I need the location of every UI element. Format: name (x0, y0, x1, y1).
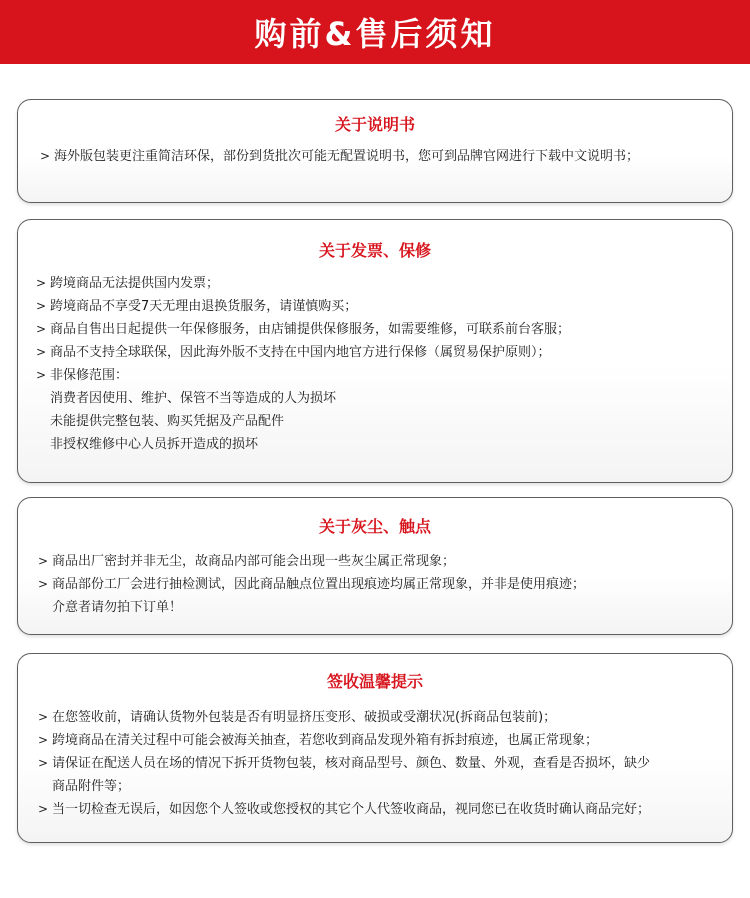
list-item: > 商品部份工厂会进行抽检测试，因此商品触点位置出现痕迹均属正常现象，并非是使用痕迹； (38, 573, 724, 596)
chevron-right-icon: > (40, 149, 51, 163)
section-title: 签收温馨提示 (326, 672, 423, 691)
list-item: > 跨境商品无法提供国内发票； (36, 272, 724, 295)
list-item: > 跨境商品在清关过程中可能会被海关抽查，若您收到商品发现外箱有拆封痕迹，也属正常现象； (38, 729, 724, 752)
section-dust-contacts (17, 497, 733, 635)
chevron-right-icon: > (38, 577, 49, 591)
page-title: 购前&售后须知 (254, 15, 496, 53)
chevron-right-icon: > (36, 322, 47, 336)
chevron-right-icon: > (38, 710, 49, 724)
section-invoice-warranty (17, 219, 733, 483)
list-item: > 商品不支持全球联保，因此海外版不支持在中国内地官方进行保修（属贸易保护原则）； (36, 341, 724, 364)
chevron-right-icon: > (36, 299, 47, 313)
list-item: > 商品自售出日起提供一年保修服务，由店铺提供保修服务，如需要维修，可联系前台客服； (36, 318, 724, 341)
list-subitem: 非授权维修中心人员拆开造成的损坏 (50, 437, 259, 452)
section-title: 关于说明书 (334, 115, 415, 134)
section-manual (17, 99, 733, 203)
chevron-right-icon: > (38, 756, 49, 770)
list-note: 介意者请勿拍下订单！ (52, 600, 183, 615)
chevron-right-icon: > (38, 802, 49, 816)
list-item: > 商品出厂密封并非无尘，故商品内部可能会出现一些灰尘属正常现象； (38, 550, 724, 573)
list-subitem: 未能提供完整包装、购买凭据及产品配件 (50, 414, 285, 429)
list-item-continuation: 商品附件等； (52, 779, 131, 794)
list-item: > 非保修范围： (36, 364, 724, 387)
chevron-right-icon: > (38, 554, 49, 568)
chevron-right-icon: > (38, 733, 49, 747)
chevron-right-icon: > (36, 345, 47, 359)
header-banner (0, 0, 750, 64)
list-subitem: 消费者因使用、维护、保管不当等造成的人为损坏 (50, 391, 337, 406)
section-title: 关于发票、保修 (318, 241, 431, 260)
chevron-right-icon: > (36, 276, 47, 290)
chevron-right-icon: > (36, 368, 47, 382)
list-item: > 请保证在配送人员在场的情况下拆开货物包装，核对商品型号、颜色、数量、外观，查看是否损坏，缺少 (38, 752, 724, 775)
list-item: > 跨境商品不享受7天无理由退换货服务，请谨慎购买； (36, 295, 724, 318)
list-item: > 在您签收前，请确认货物外包装是否有明显挤压变形、破损或受潮状况(拆商品包装前)； (38, 706, 724, 729)
list-item: > 当一切检查无误后，如因您个人签收或您授权的其它个人代签收商品，视同您已在收货时确认商品完好； (38, 798, 724, 821)
section-delivery-tips (17, 653, 733, 843)
list-item: > 海外版包装更注重简洁环保，部份到货批次可能无配置说明书，您可到品牌官网进行下载中文说明书； (40, 145, 724, 168)
section-title: 关于灰尘、触点 (318, 517, 431, 536)
